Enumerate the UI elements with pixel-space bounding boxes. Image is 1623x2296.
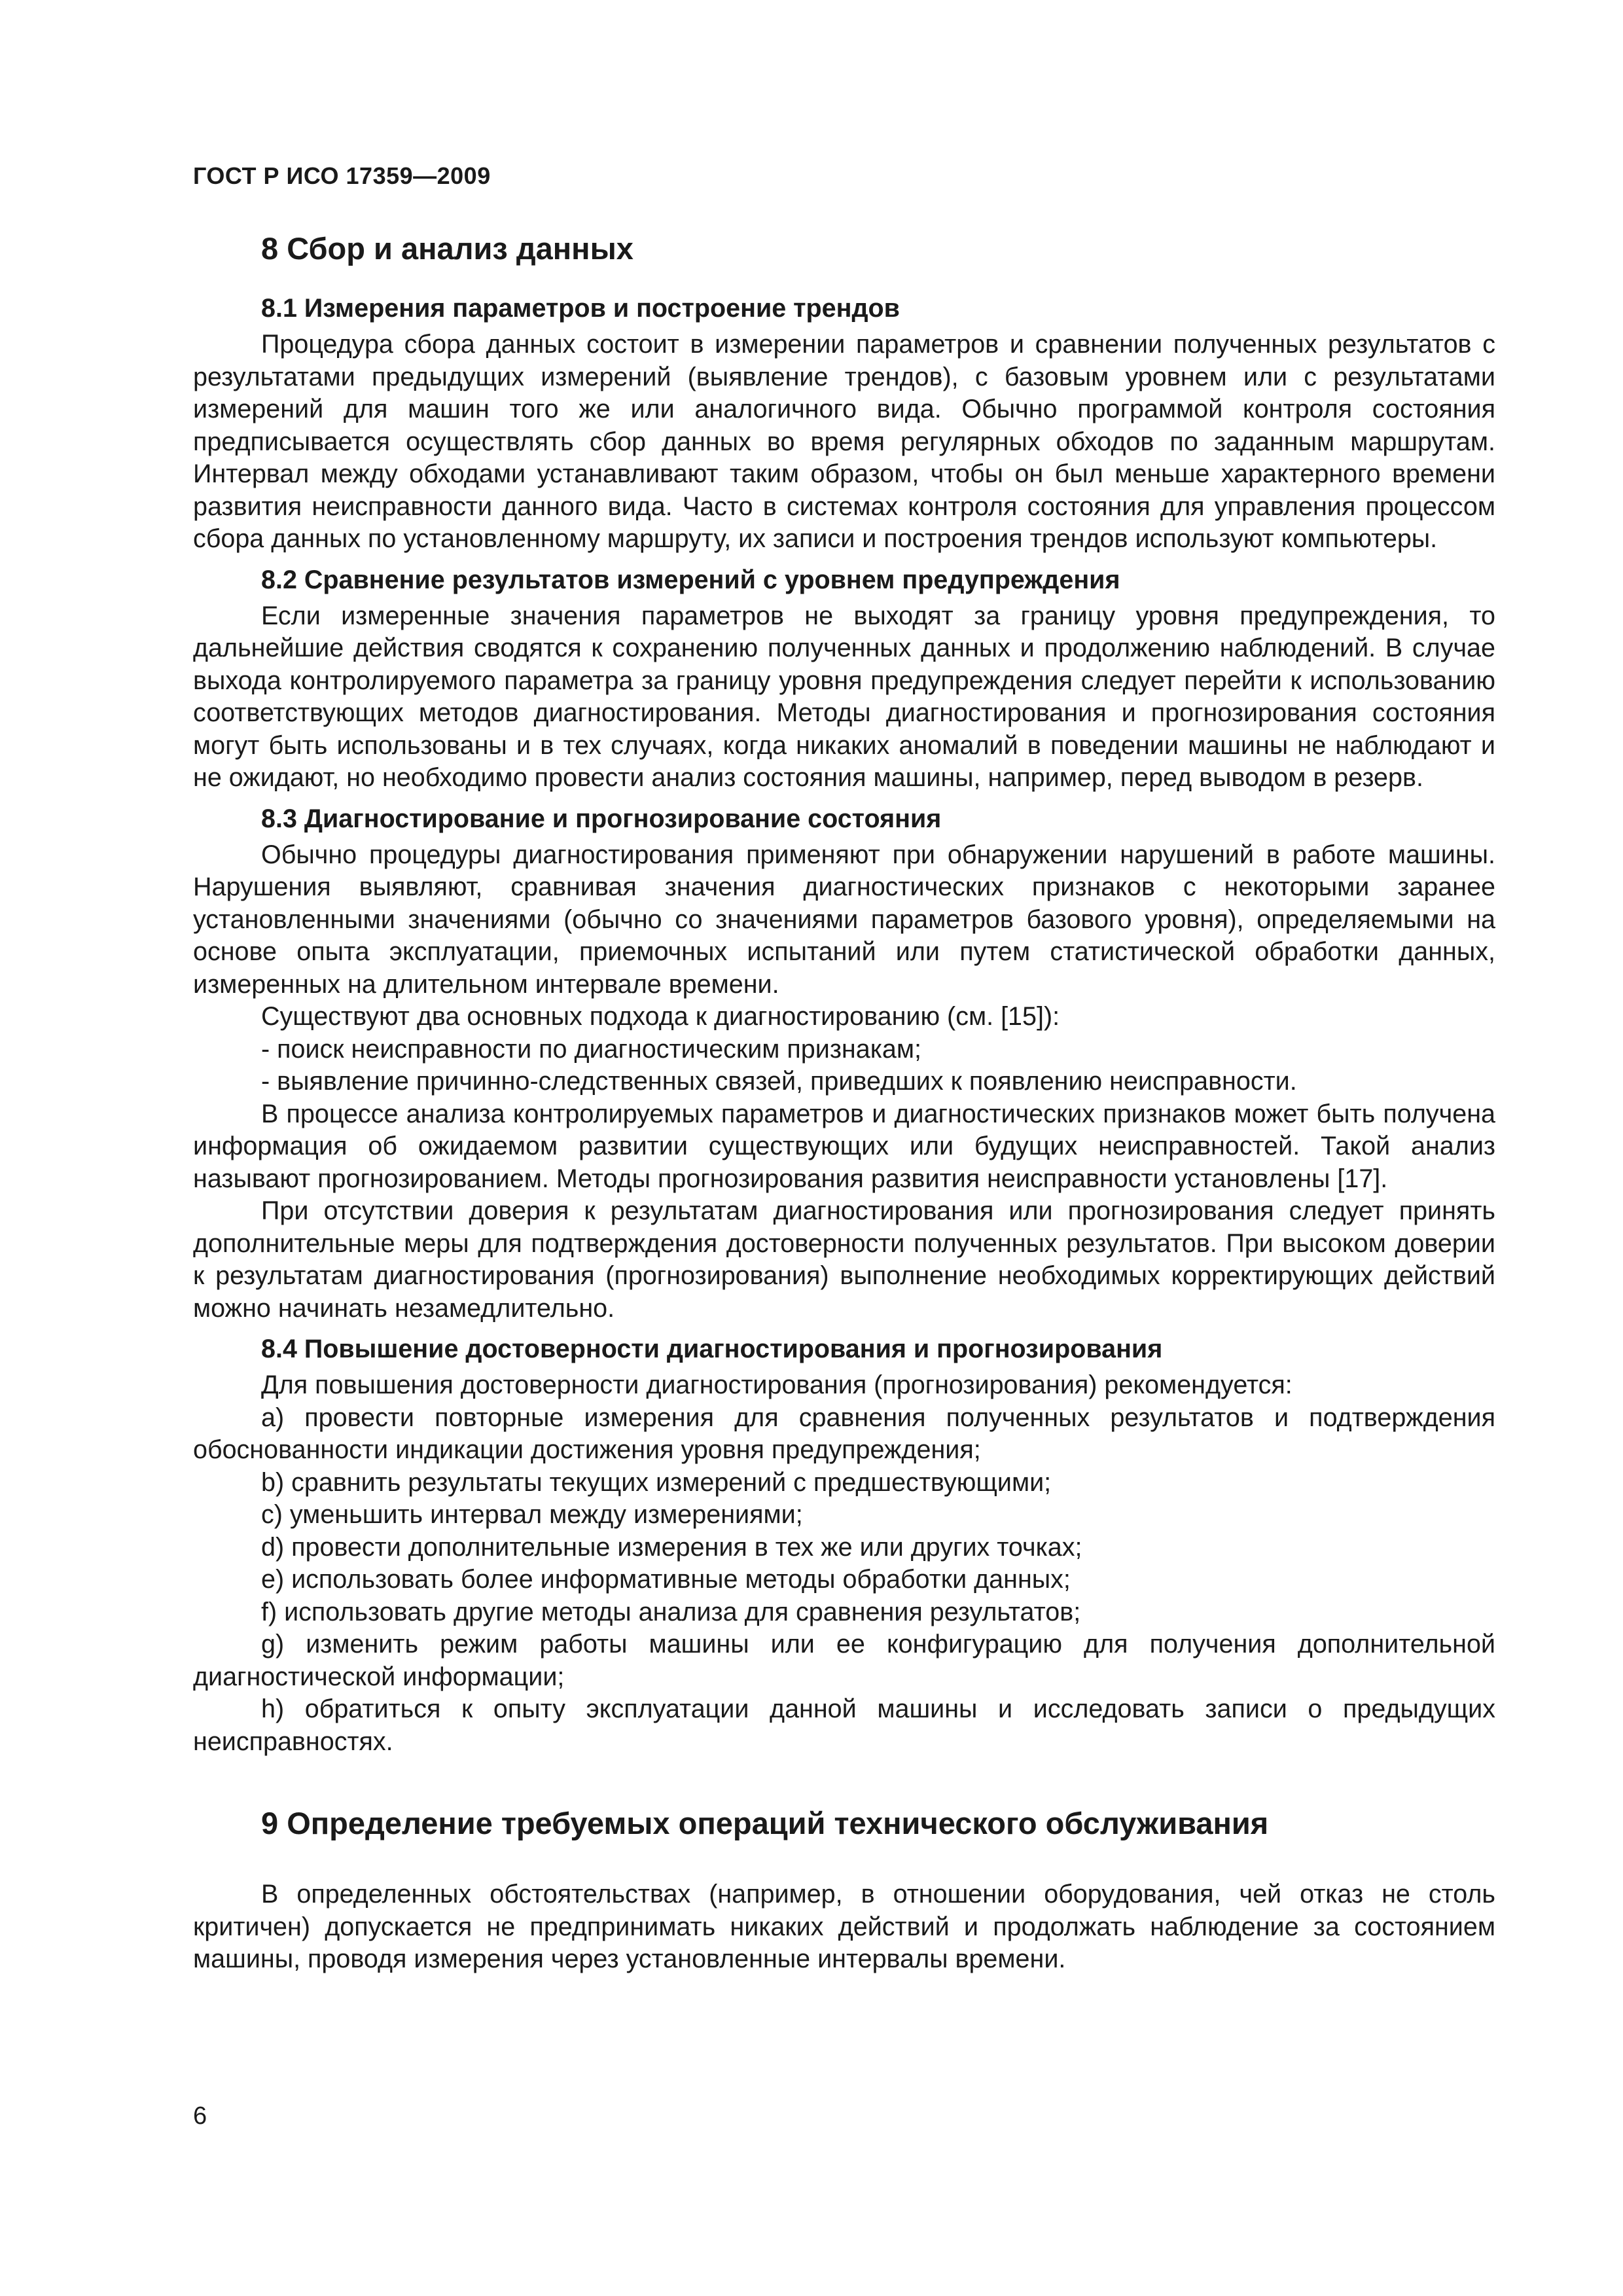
subsection-8-3-title: 8.3 Диагностирование и прогнозирование состояния — [261, 804, 942, 833]
subsection-8-1-title: 8.1 Измерения параметров и построение трендов — [261, 294, 900, 323]
section-9-title: 9 Определение требуемых операций технического обслуживания — [261, 1806, 1269, 1840]
list-item: a) провести повторные измерения для сравнения полученных результатов и подтверждения обоснованности индикации достижения уровня предупреждения; — [193, 1403, 1495, 1464]
subsection-8-4-title: 8.4 Повышение достоверности диагностирования и прогнозирования — [261, 1335, 1163, 1363]
document-body — [193, 223, 1495, 1976]
document-header: ГОСТ Р ИСО 17359—2009 — [193, 162, 491, 189]
section-8-title: 8 Сбор и анализ данных — [261, 231, 633, 266]
list-item: - выявление причинно-следственных связей, приведших к появлению неисправности. — [261, 1067, 1297, 1096]
list-item: c) уменьшить интервал между измерениями; — [261, 1500, 803, 1529]
paragraph: В процессе анализа контролируемых параметров и диагностических признаков может быть получена информация об ожидаемом развитии существующих или будущих неисправностей. Такой анализ называют прогнозированием. Методы прогнозирования развития неисправности установлены [17]. — [193, 1099, 1495, 1193]
subsection-8-2-title: 8.2 Сравнение результатов измерений с уровнем предупреждения — [261, 565, 1120, 594]
list-item: b) сравнить результаты текущих измерений с предшествующими; — [261, 1467, 1052, 1497]
list-item: h) обратиться к опыту эксплуатации данной машины и исследовать записи о предыдущих неисправностях. — [193, 1695, 1495, 1756]
list-item: e) использовать более информативные методы обработки данных; — [261, 1565, 1071, 1594]
list-item: g) изменить режим работы машины или ее конфигурацию для получения дополнительной диагностической информации; — [193, 1630, 1495, 1691]
paragraph: В определенных обстоятельствах (например, в отношении оборудования, чей отказ не столь критичен) допускается не предпринимать никаких действий и продолжать наблюдение за состоянием машины, проводя измерения через установленные интервалы времени. — [193, 1880, 1495, 1973]
list-item: d) провести дополнительные измерения в тех же или других точках; — [261, 1532, 1082, 1562]
list-item: - поиск неисправности по диагностическим признакам; — [261, 1034, 921, 1064]
paragraph: Для повышения достоверности диагностирования (прогнозирования) рекомендуется: — [261, 1371, 1293, 1399]
page-number: 6 — [193, 2102, 207, 2130]
paragraph: Обычно процедуры диагностирования применяют при обнаружении нарушений в работе машины. Нарушения выявляют, сравнивая значения диагностических признаков с некоторыми заранее установленными значениями (обычно со значениями параметров базового уровня), определяемыми на основе опыта эксплуатации, приемочных испытаний или путем статистической обработки данных, измеренных на длительном интервале времени. — [193, 840, 1495, 999]
paragraph: При отсутствии доверия к результатам диагностирования или прогнозирования следует принять дополнительные меры для подтверждения достоверности полученных результатов. При высоком доверии к результатам диагностирования (прогнозирования) выполнение необходимых корректирующих действий можно начинать незамедлительно. — [193, 1196, 1495, 1323]
paragraph: Если измеренные значения параметров не выходят за границу уровня предупреждения, то дальнейшие действия сводятся к сохранению полученных данных и продолжению наблюдений. В случае выхода контролируемого параметра за границу уровня предупреждения следует перейти к использованию соответствующих методов диагностирования. Методы диагностирования и прогнозирования состояния могут быть использованы и в тех случаях, когда никаких аномалий в поведении машины не наблюдают и не ожидают, но необходимо провести анализ состояния машины, например, перед выводом в резерв. — [193, 601, 1495, 792]
list-item: f) использовать другие методы анализа для сравнения результатов; — [261, 1597, 1081, 1626]
paragraph: Процедура сбора данных состоит в измерении параметров и сравнении полученных результатов с результатами предыдущих измерений (выявление трендов), с базовым уровнем или с результатами измерений для машин того же или аналогичного вида. Обычно программой контроля состояния предписывается осуществлять сбор данных во время регулярных обходов по заданным маршрутам. Интервал между обходами устанавливают таким образом, чтобы он был меньше характерного времени развития неисправности данного вида. Часто в системах контроля состояния для управления процессом сбора данных по установленному маршруту, их записи и построения трендов используют компьютеры. — [193, 330, 1495, 553]
paragraph: Существуют два основных подхода к диагностированию (см. [15]): — [261, 1002, 1060, 1031]
